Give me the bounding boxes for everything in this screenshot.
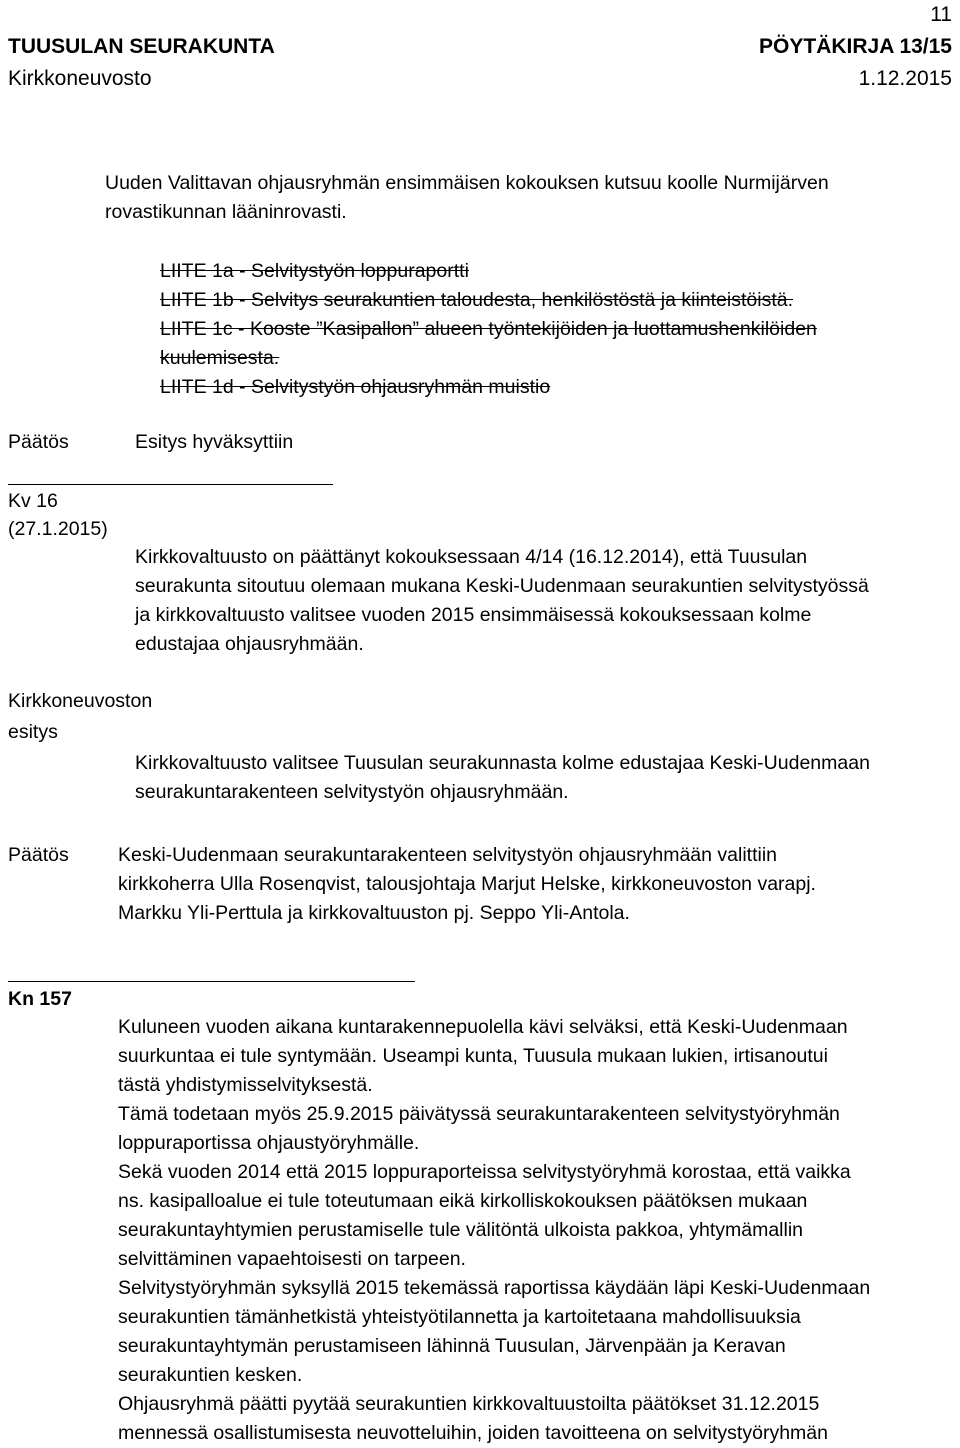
attachment-item: LIITE 1d - Selvitystyön ohjausryhmän muistio — [160, 376, 551, 398]
section-divider — [8, 981, 415, 982]
text-line: Kirkkovaltuusto on päättänyt kokouksessaan 4/14 (16.12.2014), että Tuusulan — [135, 546, 808, 568]
attachment-item: LIITE 1a - Selvitystyön loppuraportti — [160, 260, 469, 282]
text-line: seurakuntarakenteen selvitystyön ohjausryhmään. — [135, 781, 569, 803]
reference-label: Kv 16 — [8, 490, 58, 512]
meeting-date: 1.12.2015 — [858, 67, 952, 90]
text-line: kirkkoherra Ulla Rosenqvist, talousjohtaja Marjut Helske, kirkkoneuvoston varapj. — [118, 873, 816, 895]
proposal-label — [8, 686, 152, 748]
decision-paragraph — [118, 841, 816, 928]
kv16-paragraph — [135, 543, 869, 659]
attachment-item: kuulemisesta. — [160, 347, 280, 369]
text-line: seurakunta sitoutuu olemaan mukana Keski-Uudenmaan seurakuntien selvitystyössä — [135, 575, 869, 597]
org-name: TUUSULAN SEURAKUNTA — [8, 35, 275, 58]
intro-paragraph — [105, 169, 829, 227]
text-line: Uuden Valittavan ohjausryhmän ensimmäisen kokouksen kutsuu koolle Nurmijärven — [105, 172, 829, 194]
text-line: suurkuntaa ei tule syntymään. Useampi kunta, Tuusula mukaan lukien, irtisanoutui — [118, 1045, 828, 1067]
attachment-list — [160, 257, 817, 402]
text-line: Ohjausryhmä päätti pyytää seurakuntien kirkkovaltuustoilta päätökset 31.12.2015 — [118, 1393, 820, 1415]
text-line: seurakuntien tämänhetkistä yhteistyötilannetta ja kartoitetaana mahdollisuuksia — [118, 1306, 801, 1328]
text-line: selvittäminen vapaehtoisesti on tarpeen. — [118, 1248, 466, 1270]
text-line: Kirkkovaltuusto valitsee Tuusulan seurakunnasta kolme edustajaa Keski-Uudenmaan — [135, 752, 870, 774]
meeting-body: Kirkkoneuvosto — [8, 67, 152, 90]
text-line: Tämä todetaan myös 25.9.2015 päivätyssä seurakuntarakenteen selvitystyöryhmän — [118, 1103, 840, 1125]
page-number: 11 — [930, 3, 952, 26]
text-line: Selvitystyöryhmän syksyllä 2015 tekemässä raportissa käydään läpi Keski-Uudenmaan — [118, 1277, 871, 1299]
decision-text: Esitys hyväksyttiin — [135, 431, 294, 453]
text-line: seurakuntayhtymien perustamiselle tule välitöntä ulkoista pakkoa, yhtymämallin — [118, 1219, 804, 1241]
text-line: rovastikunnan lääninrovasti. — [105, 201, 347, 223]
text-line: Markku Yli-Perttula ja kirkkovaltuuston pj. Seppo Yli-Antola. — [118, 902, 630, 924]
text-line: Kuluneen vuoden aikana kuntarakennepuolella kävi selväksi, että Keski-Uudenmaan — [118, 1016, 848, 1038]
text-line: ns. kasipalloalue ei tule toteutumaan eikä kirkolliskokouksen päätöksen mukaan — [118, 1190, 808, 1212]
text-line: seurakuntien kesken. — [118, 1364, 303, 1386]
document-title: PÖYTÄKIRJA 13/15 — [759, 35, 952, 58]
section-label: Kn 157 — [8, 988, 72, 1010]
text-line: Keski-Uudenmaan seurakuntarakenteen selvitystyön ohjausryhmään valittiin — [118, 844, 778, 866]
attachment-item: LIITE 1b - Selvitys seurakuntien taloudesta, henkilöstöstä ja kiinteistöistä. — [160, 289, 793, 311]
decision-label: Päätös — [8, 431, 69, 453]
text-line: seurakuntayhtymän perustamiseen lähinnä Tuusulan, Järvenpään ja Keravan — [118, 1335, 786, 1357]
text-line: edustajaa ohjausryhmään. — [135, 633, 364, 655]
decision-label: Päätös — [8, 844, 69, 866]
section-divider — [8, 484, 333, 485]
proposal-label-line: Kirkkoneuvoston — [8, 690, 153, 712]
proposal-paragraph — [135, 749, 870, 807]
text-line: tästä yhdistymisselvityksestä. — [118, 1074, 373, 1096]
text-line: loppuraportissa ohjaustyöryhmälle. — [118, 1132, 420, 1154]
kn157-paragraph — [118, 1013, 870, 1448]
text-line: mennessä osallistumisesta neuvotteluihin, joiden tavoitteena on selvitystyöryhmän — [118, 1422, 828, 1444]
text-line: Sekä vuoden 2014 että 2015 loppuraporteissa selvitystyöryhmä korostaa, että vaikka — [118, 1161, 851, 1183]
reference-date: (27.1.2015) — [8, 518, 108, 540]
proposal-label-line: esitys — [8, 721, 58, 743]
text-line: ja kirkkovaltuusto valitsee vuoden 2015 ensimmäisessä kokouksessaan kolme — [135, 604, 812, 626]
attachment-item: LIITE 1c - Kooste ”Kasipallon” alueen työntekijöiden ja luottamushenkilöiden — [160, 318, 817, 340]
